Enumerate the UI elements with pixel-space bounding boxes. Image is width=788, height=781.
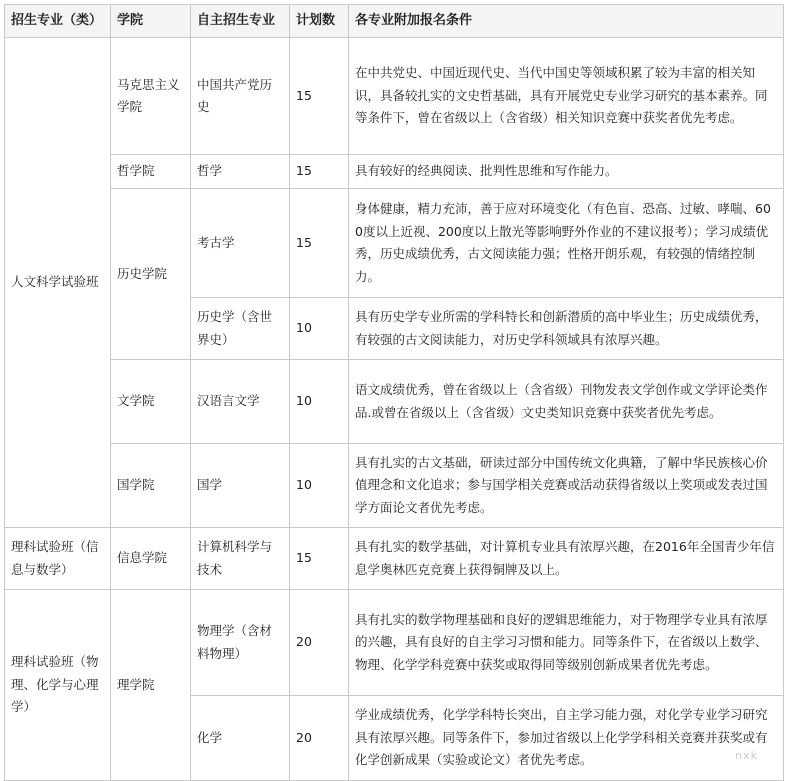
table-row bbox=[5, 189, 784, 298]
table-row bbox=[5, 528, 784, 590]
watermark: nxk bbox=[735, 749, 758, 762]
header-college: 学院 bbox=[111, 5, 191, 38]
table-header-row bbox=[5, 5, 784, 38]
condition-cell: 具有扎实的数学物理基础和良好的逻辑思维能力，对于物理学专业具有浓厚的兴趣，具有良好的自主学习习惯和能力。同等条件下，在省级以上数学、物理、化学学科竞赛中获奖或取得同等级别创新成果者优先考虑。 bbox=[349, 590, 784, 696]
group-cell-info-math: 理科试验班（信息与数学） bbox=[5, 528, 111, 590]
table-row bbox=[5, 155, 784, 189]
major-cell: 国学 bbox=[191, 444, 290, 528]
plan-cell: 15 bbox=[290, 155, 349, 189]
college-cell: 国学院 bbox=[111, 444, 191, 528]
major-cell: 计算机科学与技术 bbox=[191, 528, 290, 590]
table-row bbox=[5, 590, 784, 696]
college-cell: 马克思主义学院 bbox=[111, 38, 191, 155]
group-cell-phys-chem-psych: 理科试验班（物理、化学与心理学） bbox=[5, 590, 111, 781]
college-cell: 历史学院 bbox=[111, 189, 191, 360]
plan-cell: 10 bbox=[290, 298, 349, 360]
major-cell: 中国共产党历史 bbox=[191, 38, 290, 155]
college-cell: 哲学院 bbox=[111, 155, 191, 189]
group-cell-humanities: 人文科学试验班 bbox=[5, 38, 111, 528]
condition-cell: 具有历史学专业所需的学科特长和创新潜质的高中毕业生；历史成绩优秀，有较强的古文阅读能力，对历史学科领域具有浓厚兴趣。 bbox=[349, 298, 784, 360]
plan-cell: 15 bbox=[290, 528, 349, 590]
condition-cell: 身体健康，精力充沛，善于应对环境变化（有色盲、恐高、过敏、哮喘、600度以上近视、200度以上散光等影响野外作业的不建议报考）；学习成绩优秀，历史成绩优秀，古文阅读能力强；性格开朗乐观，有较强的情绪控制力。 bbox=[349, 189, 784, 298]
major-cell: 哲学 bbox=[191, 155, 290, 189]
major-cell: 考古学 bbox=[191, 189, 290, 298]
condition-cell: 具有扎实的古文基础，研读过部分中国传统文化典籍，了解中华民族核心价值理念和文化追求；参与国学相关竞赛或活动获得省级以上奖项或发表过国学方面论文者优先考虑。 bbox=[349, 444, 784, 528]
plan-cell: 15 bbox=[290, 189, 349, 298]
condition-cell: 语文成绩优秀，曾在省级以上（含省级）刊物发表文学创作或文学评论类作品.或曾在省级以上（含省级）文史类知识竞赛中获奖者优先考虑。 bbox=[349, 360, 784, 444]
table-row bbox=[5, 444, 784, 528]
header-major: 自主招生专业 bbox=[191, 5, 290, 38]
header-plan: 计划数 bbox=[290, 5, 349, 38]
plan-cell: 20 bbox=[290, 590, 349, 696]
condition-cell: 在中共党史、中国近现代史、当代中国史等领域积累了较为丰富的相关知识，具备较扎实的文史哲基础，具有开展党史专业学习研究的基本素养。同等条件下，曾在省级以上（含省级）相关知识竞赛中获奖者优先考虑。 bbox=[349, 38, 784, 155]
condition-cell: 学业成绩优秀，化学学科特长突出，自主学习能力强，对化学专业学习研究具有浓厚兴趣。同等条件下，参加过省级以上化学学科相关竞赛并获奖或有化学创新成果（实验或论文）者优先考虑。 bbox=[349, 696, 784, 781]
plan-cell: 15 bbox=[290, 38, 349, 155]
condition-cell: 具有扎实的数学基础，对计算机专业具有浓厚兴趣，在2016年全国青少年信息学奥林匹克竞赛上获得铜牌及以上。 bbox=[349, 528, 784, 590]
major-cell: 物理学（含材料物理） bbox=[191, 590, 290, 696]
plan-cell: 10 bbox=[290, 360, 349, 444]
college-cell: 信息学院 bbox=[111, 528, 191, 590]
admission-table bbox=[4, 4, 784, 781]
table-row bbox=[5, 360, 784, 444]
table-row bbox=[5, 38, 784, 155]
major-cell: 化学 bbox=[191, 696, 290, 781]
plan-cell: 10 bbox=[290, 444, 349, 528]
header-conditions: 各专业附加报名条件 bbox=[349, 5, 784, 38]
major-cell: 汉语言文学 bbox=[191, 360, 290, 444]
plan-cell: 20 bbox=[290, 696, 349, 781]
condition-cell: 具有较好的经典阅读、批判性思维和写作能力。 bbox=[349, 155, 784, 189]
college-cell: 理学院 bbox=[111, 590, 191, 781]
header-major-category: 招生专业（类） bbox=[5, 5, 111, 38]
college-cell: 文学院 bbox=[111, 360, 191, 444]
major-cell: 历史学（含世界史） bbox=[191, 298, 290, 360]
